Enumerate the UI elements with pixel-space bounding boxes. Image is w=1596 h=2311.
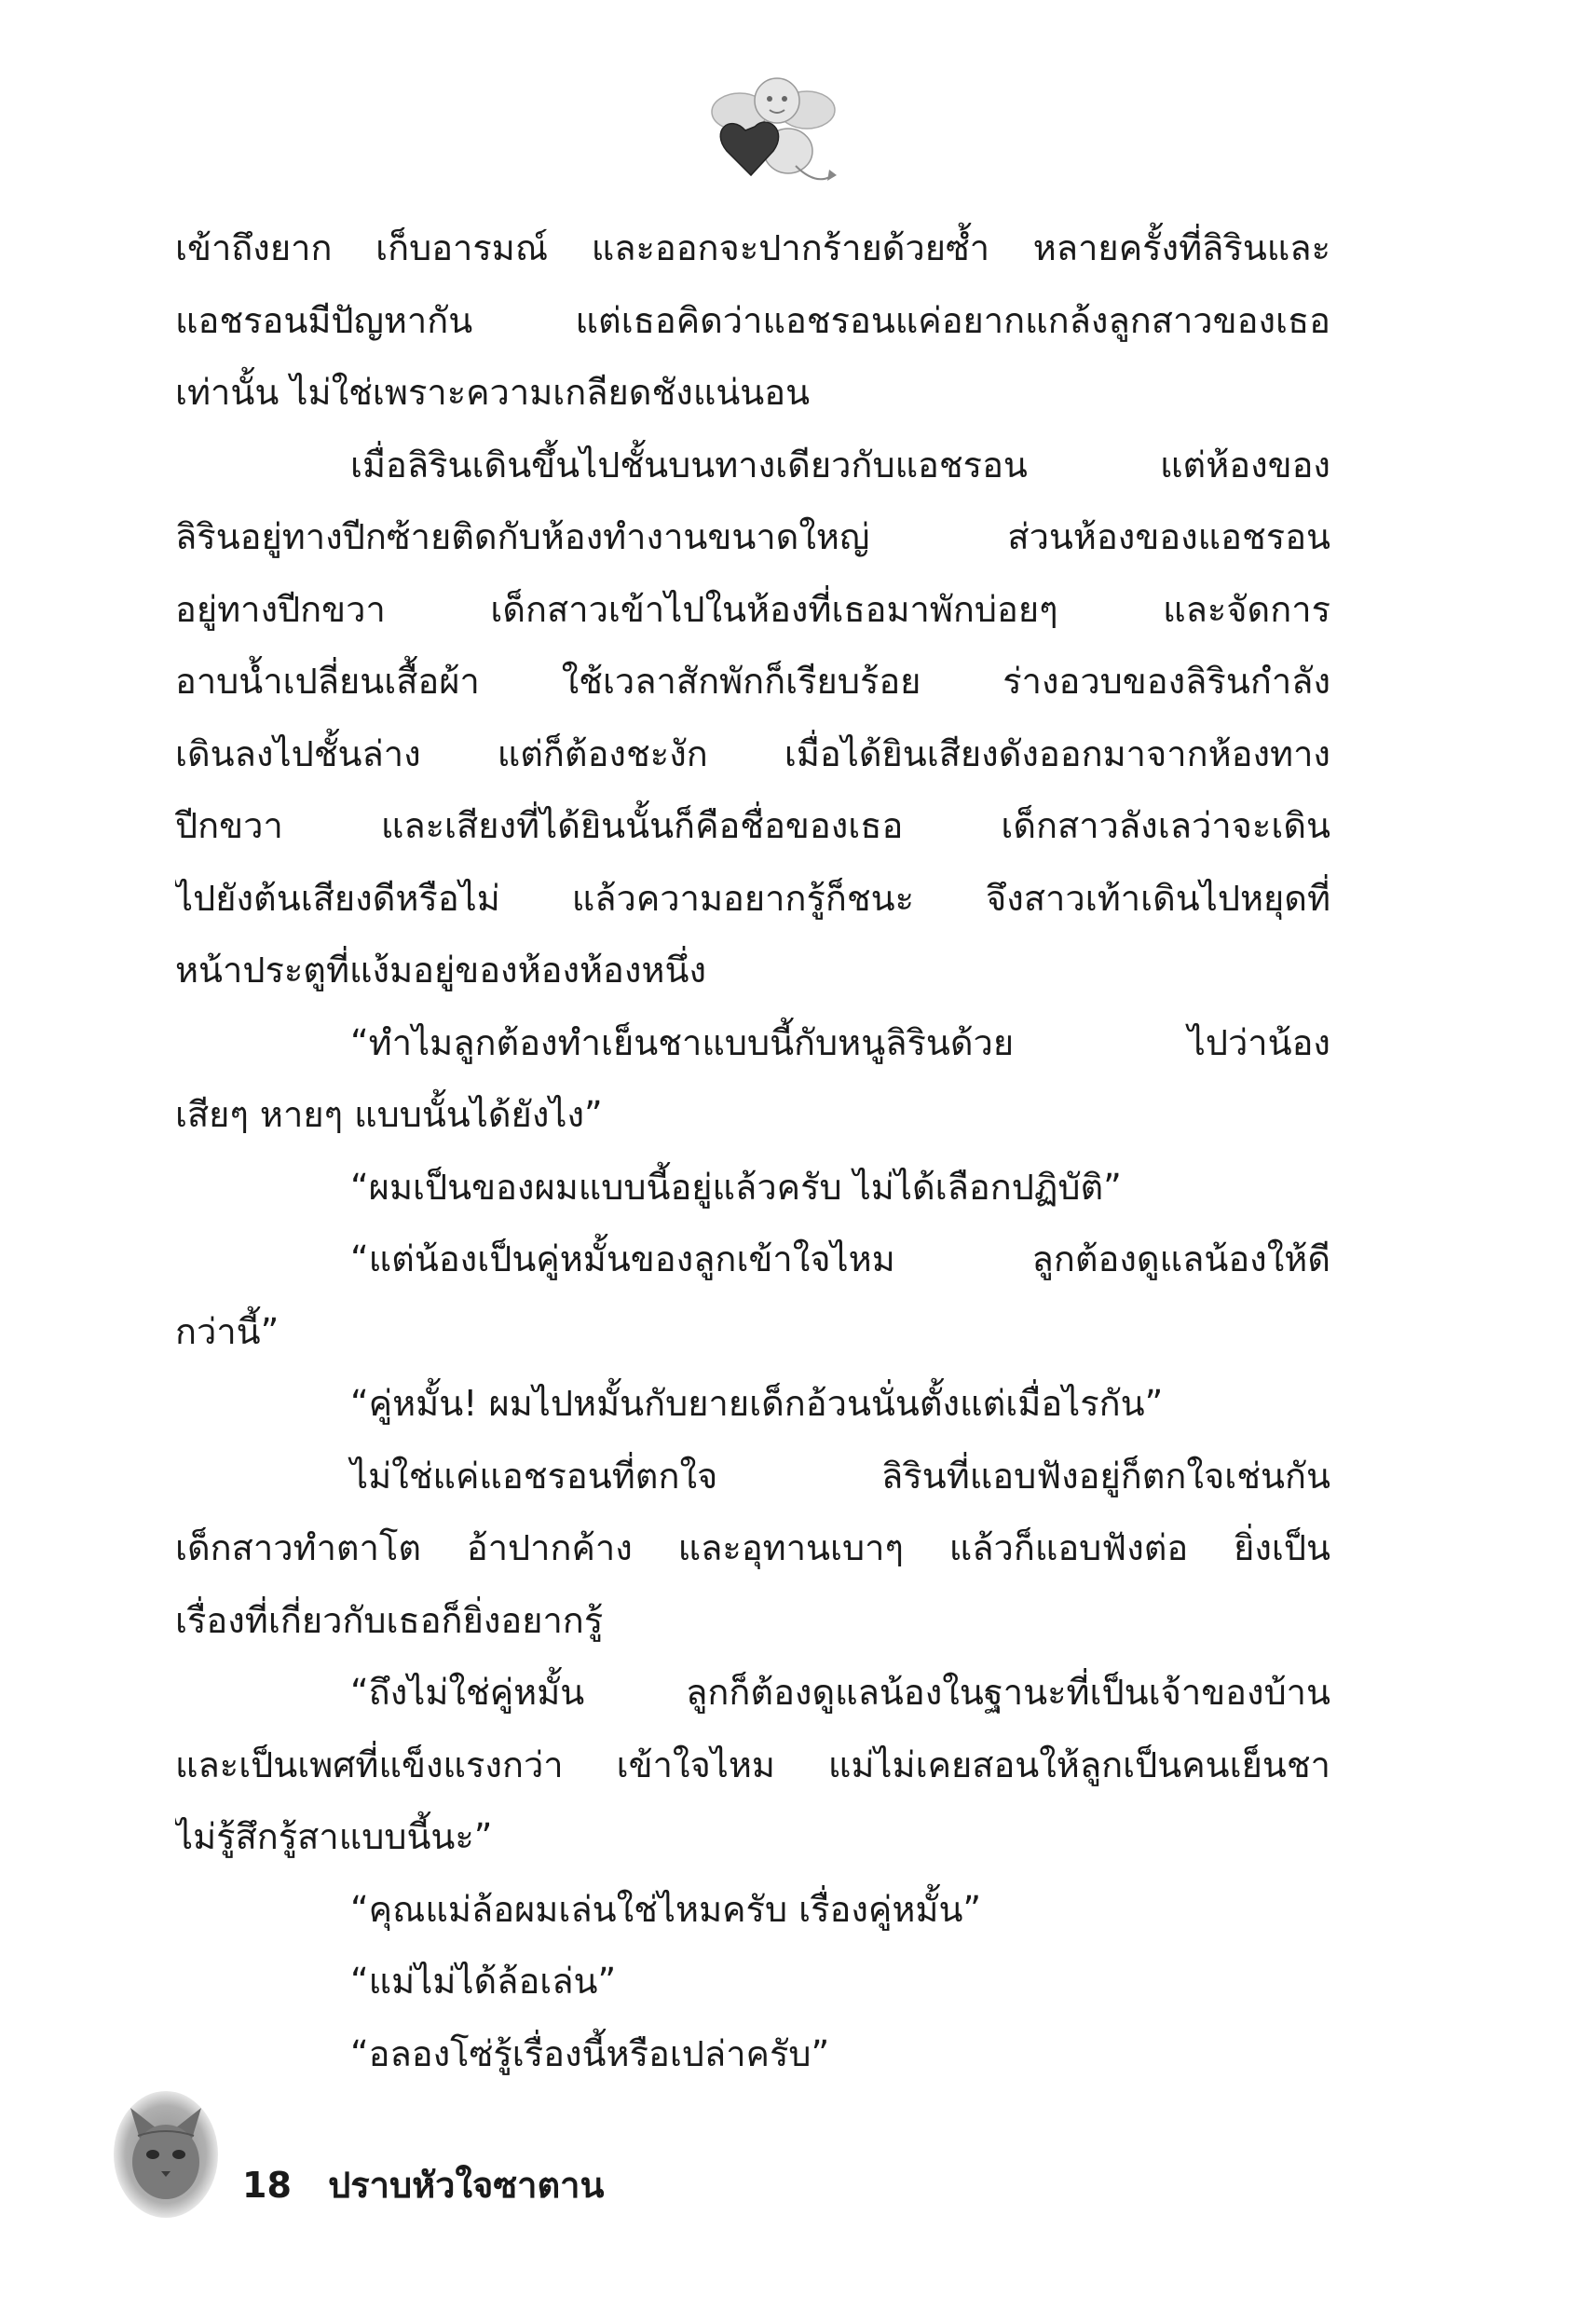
text-line: ไม่ใช่แค่แอชรอนที่ตกใจ ลิรินที่แอบฟังอยู่ก็ตกใจเช่นกัน [350,1455,1330,1497]
body-text [175,212,1330,2090]
cat-portrait-icon [110,2080,222,2220]
text-line: เรื่องที่เกี่ยวกับเธอก็ยิ่งอยากรู้ [175,1599,604,1641]
book-title: ปราบหัวใจซาตาน [328,2165,605,2206]
text-line: ไปยังต้นเสียงดีหรือไม่ แล้วความอยากรู้ก็ชนะ จึงสาวเท้าเดินไปหยุดที่ [175,877,1330,919]
text-line: “ถึงไม่ใช่คู่หมั้น ลูกก็ต้องดูแลน้องในฐานะที่เป็นเจ้าของบ้าน [350,1672,1330,1713]
text-line: ปีกขวา และเสียงที่ได้ยินนั้นก็คือชื่อของเธอ เด็กสาวลังเลว่าจะเดิน [175,805,1330,846]
text-line: และเป็นเพศที่แข็งแรงกว่า เข้าใจไหม แม่ไม่เคยสอนให้ลูกเป็นคนเย็นชา [175,1744,1330,1785]
text-line: เดินลงไปชั้นล่าง แต่ก็ต้องชะงัก เมื่อได้ยินเสียงดังออกมาจากห้องทาง [175,732,1330,774]
text-line: ลิรินอยู่ทางปีกซ้ายติดกับห้องทำงานขนาดใหญ่ ส่วนห้องของแอชรอน [175,516,1330,557]
text-line: ไม่รู้สึกรู้สาแบบนี้นะ” [175,1816,493,1857]
text-line: “คู่หมั้น! ผมไปหมั้นกับยายเด็กอ้วนนั่นตั้งแต่เมื่อไรกัน” [350,1383,1164,1424]
text-line: อยู่ทางปีกขวา เด็กสาวเข้าไปในห้องที่เธอมาพักบ่อยๆ และจัดการ [175,588,1330,630]
text-line: “คุณแม่ล้อผมเล่นใช่ไหมครับ เรื่องคู่หมั้น” [350,1888,982,1930]
text-line: เด็กสาวทำตาโต อ้าปากค้าง และอุทานเบาๆ แล้วก็แอบฟังต่อ ยิ่งเป็น [175,1527,1330,1568]
text-line: เมื่อลิรินเดินขึ้นไปชั้นบนทางเดียวกับแอชรอน แต่ห้องของ [350,444,1330,485]
text-line: หน้าประตูที่แง้มอยู่ของห้องห้องหนึ่ง [175,950,706,991]
text-line: เข้าถึงยาก เก็บอารมณ์ และออกจะปากร้ายด้วยซ้ำ หลายครั้งที่ลิรินและ [175,227,1330,268]
page-footer [242,2162,604,2208]
text-line: “แม่ไม่ได้ล้อเล่น” [350,1961,617,2002]
cherub-heart-icon [703,65,842,196]
text-line: เท่านั้น ไม่ใช่เพราะความเกลียดชังแน่นอน [175,372,811,413]
text-line: “แต่น้องเป็นคู่หมั้นของลูกเข้าใจไหม ลูกต้องดูแลน้องให้ดี [350,1238,1330,1279]
text-line: “ทำไมลูกต้องทำเย็นชาแบบนี้กับหนูลิรินด้วย ไปว่าน้อง [350,1021,1330,1063]
text-line: กว่านี้” [175,1310,280,1352]
text-line: แอชรอนมีปัญหากัน แต่เธอคิดว่าแอชรอนแค่อยากแกล้งลูกสาวของเธอ [175,299,1330,341]
text-line: “อลองโซ่รู้เรื่องนี้หรือเปล่าครับ” [350,2032,830,2074]
text-line: อาบน้ำเปลี่ยนเสื้อผ้า ใช้เวลาสักพักก็เรียบร้อย ร่างอวบของลิรินกำลัง [175,661,1330,702]
text-line: “ผมเป็นของผมแบบนี้อยู่แล้วครับ ไม่ได้เลือกปฏิบัติ” [350,1166,1122,1208]
text-line: เสียๆ หายๆ แบบนั้นได้ยังไง” [175,1094,603,1135]
page-number: 18 [242,2165,292,2206]
